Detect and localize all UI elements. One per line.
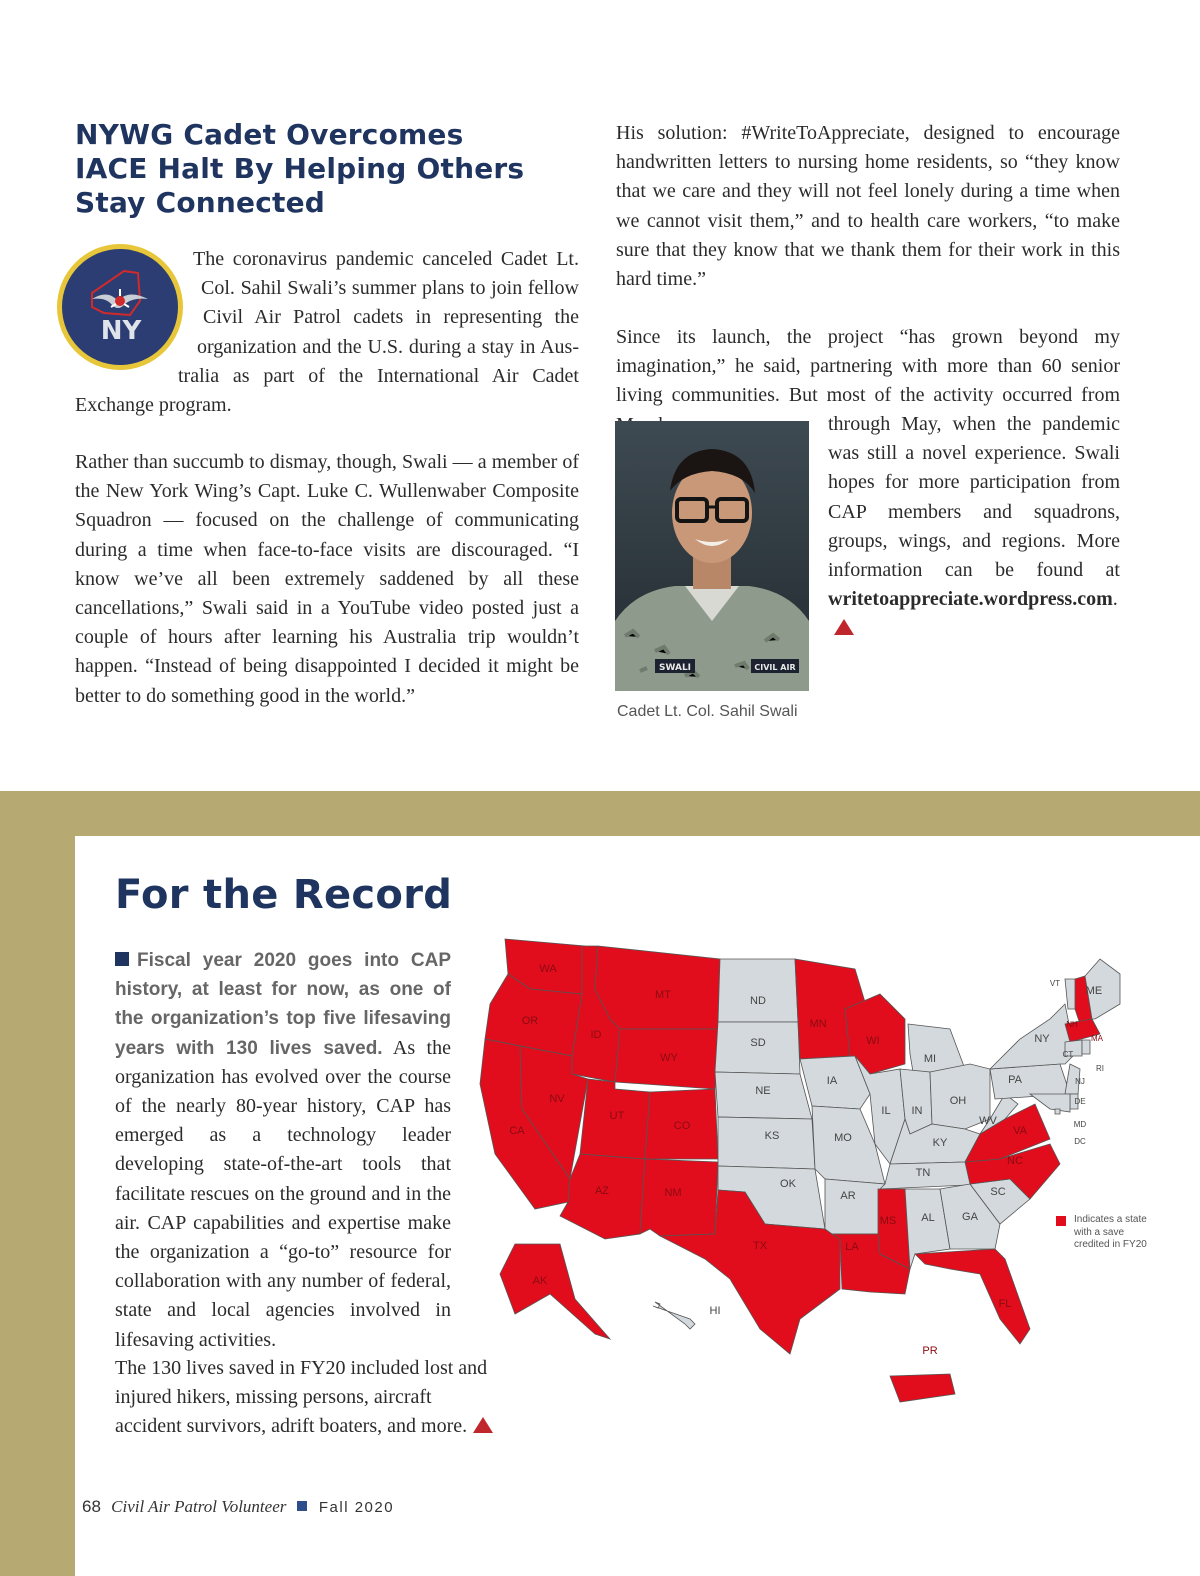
state-label-va: VA	[1013, 1125, 1027, 1137]
state-label-nc: NC	[1007, 1155, 1023, 1167]
section-divider-band	[0, 791, 1200, 836]
cadet-photo	[615, 421, 809, 691]
lead-line: Col. Sahil Swali’s summer plans to join fellow	[201, 277, 579, 300]
state-label-ne: NE	[755, 1085, 771, 1097]
state-label-in: IN	[911, 1105, 923, 1117]
article-paragraph-2: Rather than succumb to dismay, though, Swali — a member of the New York Wing’s Capt. Luke C. Wullenwaber Composite Squadron — focused on the challenge of communicating during a time when face-to-face visits are discouraged. “I know we’ve all been extremely saddened by all these cancellations,” Swali said in a YouTube video posted just a couple of hours after learning his Australia trip wouldn’t happen. “Instead of being disappointed I decided it might be better to do something good in the world.”	[75, 451, 579, 707]
state-label-wa: WA	[539, 963, 557, 975]
state-ar	[825, 1179, 885, 1234]
state-label-wi: WI	[866, 1035, 880, 1047]
state-label-ma: MA	[1091, 1034, 1103, 1043]
page-edge-band	[0, 836, 75, 1576]
record-lead: Fiscal year 2020 goes into CAP history, at least for now, as one of the organization’s top five lifesaving years with 130 lives saved.	[115, 950, 451, 1059]
state-ny	[990, 1004, 1075, 1069]
lead-line: Civil Air Patrol cadets in representing the	[203, 306, 579, 329]
state-label-hi: HI	[709, 1305, 721, 1317]
state-label-ky: KY	[932, 1137, 948, 1149]
state-label-mt: MT	[655, 989, 671, 1001]
state-label-tn: TN	[915, 1167, 931, 1179]
state-nd	[718, 959, 798, 1022]
state-label-de: DE	[1074, 1097, 1086, 1106]
state-ri	[1082, 1040, 1090, 1054]
legend-text: Indicates a state with a save credited in FY20	[1074, 1214, 1147, 1250]
state-label-co: CO	[673, 1120, 691, 1132]
page-footer	[82, 1497, 394, 1517]
state-label-ia: IA	[826, 1075, 838, 1087]
state-label-il: IL	[881, 1105, 891, 1117]
state-dc	[1055, 1109, 1060, 1114]
state-label-md: MD	[1073, 1120, 1087, 1129]
state-ks	[718, 1117, 815, 1169]
state-label-az: AZ	[594, 1185, 610, 1197]
state-label-fl: FL	[998, 1298, 1012, 1310]
state-label-nd: ND	[750, 995, 766, 1007]
state-label-nv: NV	[549, 1093, 565, 1105]
record-title: For the Record	[115, 872, 453, 918]
publication-name: Civil Air Patrol Volunteer	[111, 1497, 287, 1516]
lead-line: The coronavirus pandemic canceled Cadet Lt.	[193, 248, 579, 270]
state-label-mn: MN	[809, 1018, 827, 1030]
state-label-ga: GA	[962, 1211, 978, 1223]
end-mark-icon	[473, 1417, 493, 1433]
us-saves-map	[460, 934, 1140, 1414]
article-headline: NYWG Cadet Overcomes IACE Halt By Helping Others Stay Connected	[75, 118, 525, 219]
record-paragraph-1	[115, 946, 451, 1355]
photo-caption: Cadet Lt. Col. Sahil Swali	[617, 703, 798, 720]
state-hi	[653, 1302, 695, 1329]
org-tape: CIVIL AIR	[754, 663, 796, 672]
state-label-nh: NH	[1066, 1020, 1078, 1029]
state-label-ct: CT	[1062, 1050, 1074, 1059]
article-paragraph-5: through May, when the pandemic was still a novel experience. Swali hopes for more participation from CAP members and squadrons, groups, wings, and regions. More information can be found at writetoappreciate.wordpress.com.	[828, 410, 1120, 644]
article-paragraph-3: His solution: #WriteToAppreciate, designed to encourage handwritten letters to nursing home residents, so “they know that we care and they will not feel lonely during a time when we cannot visit them,” and to health care workers, “to make sure that they know that we thank them for their work in this hard time.”	[616, 122, 1120, 291]
record-lead-rest: As the organization has evolved over the course of the nearly 80-year history, CAP has emerged as a technology leader developing state-of-the-art tools that facilitate rescues on the ground and in the air. CAP capabilities and expertise make the organization a “go-to” resource for collaboration with any number of federal, state and local agencies involved in lifesaving activities.	[115, 1036, 451, 1351]
bullet-square-icon	[115, 952, 129, 966]
state-label-mo: MO	[834, 1132, 852, 1144]
state-label-la: LA	[845, 1241, 859, 1253]
state-label-tx: TX	[752, 1240, 768, 1252]
lead-paragraph	[75, 245, 579, 420]
state-label-mi: MI	[923, 1053, 937, 1065]
lead-line: tralia as part of the International Air Cadet	[178, 364, 579, 387]
state-label-ut: UT	[609, 1110, 625, 1122]
state-ak	[500, 1244, 610, 1339]
state-mt	[595, 946, 720, 1029]
lead-line: Exchange program.	[75, 394, 232, 417]
badge-label: NY	[100, 316, 142, 346]
state-label-pr: PR	[922, 1345, 938, 1357]
state-label-oh: OH	[949, 1095, 967, 1107]
name-tape: SWALI	[658, 663, 692, 673]
state-label-ok: OK	[780, 1178, 796, 1190]
state-pr	[890, 1374, 955, 1402]
state-label-pa: PA	[1008, 1074, 1022, 1086]
record-paragraph-2	[115, 1354, 500, 1442]
state-label-ks: KS	[764, 1130, 780, 1142]
footer-square-icon	[297, 1501, 307, 1511]
state-label-al: AL	[921, 1212, 935, 1224]
state-label-nj: NJ	[1075, 1077, 1085, 1086]
state-label-id: ID	[590, 1029, 602, 1041]
state-fl	[915, 1249, 1030, 1344]
state-label-wy: WY	[660, 1052, 678, 1064]
state-label-ar: AR	[840, 1190, 856, 1202]
state-label-nm: NM	[664, 1187, 682, 1199]
state-label-wv: WV	[979, 1115, 997, 1127]
state-label-vt: VT	[1049, 979, 1061, 988]
state-label-dc: DC	[1074, 1137, 1086, 1146]
state-label-me: ME	[1085, 985, 1103, 997]
legend-swatch	[1056, 1216, 1066, 1226]
page-number: 68	[82, 1497, 101, 1516]
website-link[interactable]: writetoappreciate.wordpress.com	[828, 588, 1113, 611]
end-mark-icon	[834, 619, 854, 635]
record-paragraph-2-text: The 130 lives saved in FY20 included lost and injured hikers, missing persons, aircraft accident survivors, adrift boaters, and more.	[115, 1357, 488, 1438]
state-label-ny: NY	[1034, 1033, 1050, 1045]
state-label-sc: SC	[990, 1186, 1006, 1198]
lead-line: organization and the U.S. during a stay in Aus-	[197, 335, 579, 358]
state-label-ak: AK	[532, 1275, 548, 1287]
article-paragraph-4: Since its launch, the project “has grown beyond my imagination,” he said, partnering with more than 60 senior living communities. But most of the activity occurred from	[616, 326, 1120, 407]
state-label-or: OR	[521, 1015, 539, 1027]
issue-name: Fall 2020	[318, 1499, 395, 1516]
state-label-ca: CA	[509, 1125, 525, 1137]
state-label-sd: SD	[750, 1037, 766, 1049]
paragraph-5-text: through May, when the pandemic was still a novel experience. Swali hopes for more participation from CAP members and squadrons, groups, wings, and regions. More information can be found at	[828, 413, 1120, 582]
state-label-ms: MS	[879, 1215, 897, 1227]
record-body	[115, 946, 451, 1355]
state-label-ri: RI	[1096, 1064, 1104, 1073]
